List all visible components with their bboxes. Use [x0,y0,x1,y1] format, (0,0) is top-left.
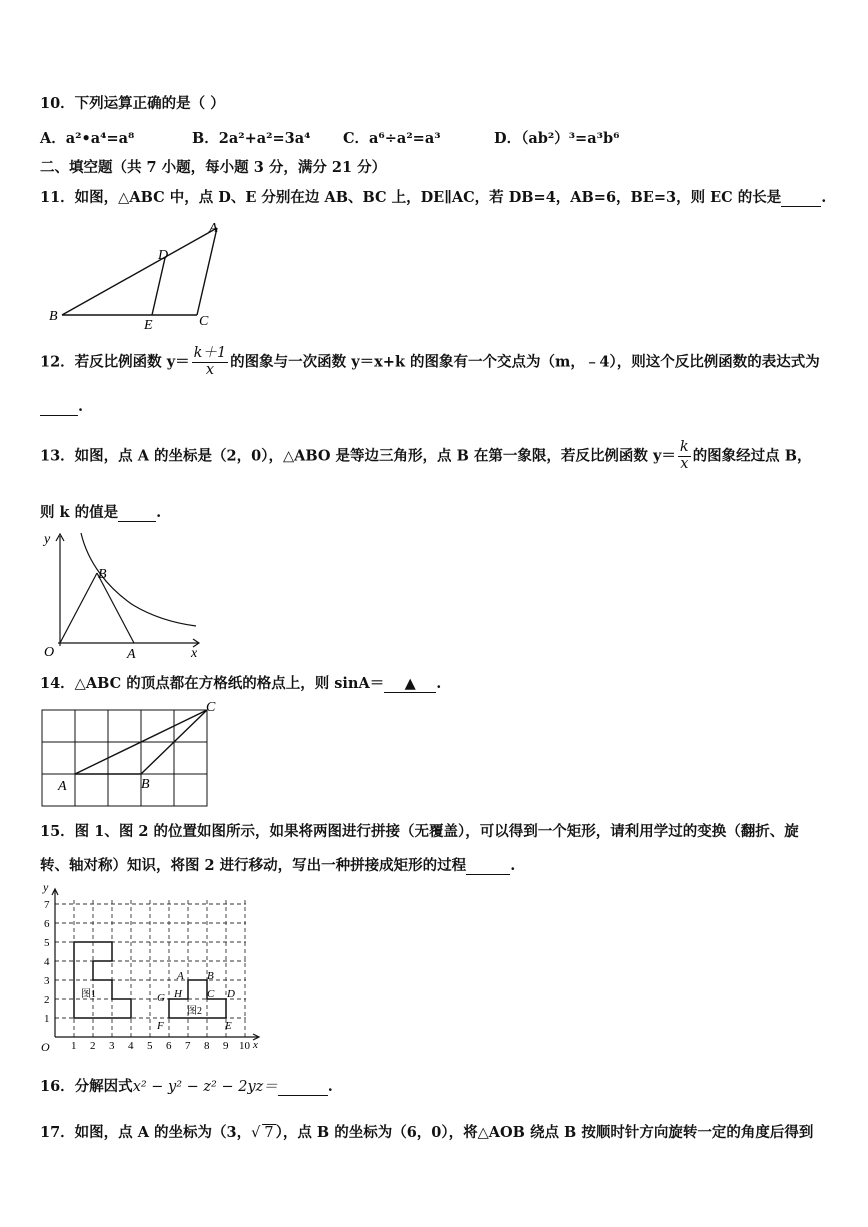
q12-end: . [78,398,84,415]
figure-1-shape [74,942,131,1018]
label-d: D [158,248,169,263]
q10-option-c: C．a⁶÷a²=a³ [343,130,441,147]
q15-end: . [510,857,516,874]
svg-text:3: 3 [109,1040,115,1052]
point-label-b: B [98,567,107,582]
label-a: A [209,221,218,236]
svg-text:B: B [207,970,214,982]
q11-stem [40,186,826,207]
q15-line1: 15．图 1、图 2 的位置如图所示，如果将两图进行拼接（无覆盖），可以得到一个矩形，请利用学过的变换（翻折、旋 [40,823,799,840]
svg-text:G: G [157,992,165,1004]
label-b: B [141,777,150,792]
grid-lines [42,710,207,806]
point-label-a: A [127,647,136,660]
svg-text:D: D [227,988,235,1000]
dashed-grid [55,900,246,1037]
q14-answer-blank[interactable] [384,675,436,693]
label-e: E [144,318,153,333]
q13-end: . [156,504,162,521]
q17-pre: 17．如图，点 A 的坐标为（3， [40,1124,252,1141]
figure-2-label: 图2 [187,1006,202,1017]
svg-text:8: 8 [204,1040,210,1052]
svg-text:4: 4 [44,956,50,968]
q15-answer-blank[interactable] [466,857,510,875]
q12-post: 的图象与一次函数 y＝x+k 的图象有一个交点为（m，﹣4），则这个反比例函数的表达式为 [230,353,820,371]
svg-text:7: 7 [44,899,50,911]
q12-blank-line [40,398,83,416]
q15-line2-text: 转、轴对称）知识，将图 2 进行移动，写出一种拼接成矩形的过程 [40,857,467,874]
q17-stem: 17．如图，点 A 的坐标为（3，√ 7 ），点 B 的坐标为（6，0），将△AOB 绕点 B 按顺时针方向旋转一定的角度后得到 [40,1124,814,1141]
q13-frac-num: k [679,439,689,455]
q14-grid-figure [38,700,223,812]
q14-end: . [436,675,442,692]
y-axis-label: y [43,880,49,894]
svg-text:5: 5 [44,937,50,949]
q13-frac-den: x [680,455,689,472]
svg-text:3: 3 [44,975,50,987]
origin-label: O [41,1040,50,1054]
segment-de [152,258,165,315]
label-c: C [206,700,216,715]
q16-stem [40,1075,333,1096]
svg-text:5: 5 [147,1040,153,1052]
segment-ba [62,228,217,315]
segment-ob [60,573,97,643]
q16-pre: 16．分解因式 [40,1078,133,1095]
q17-post: ），点 B 的坐标为（6，0），将△AOB 绕点 B 按顺时针方向旋转一定的角度后得到 [275,1124,814,1141]
svg-text:A: A [177,970,184,982]
q12-pre: 12．若反比例函数 y＝ [40,353,190,371]
svg-text:9: 9 [223,1040,229,1052]
q16-answer-blank[interactable] [278,1078,328,1096]
q13-stem [40,440,812,473]
svg-text:6: 6 [44,918,50,930]
svg-text:6: 6 [166,1040,172,1052]
q13-pre: 13．如图，点 A 的坐标是（2，0），△ABO 是等边三角形，点 B 在第一象限，若反比例函数 y＝ [40,447,676,465]
svg-text:7: 7 [185,1040,191,1052]
q13-post: 的图象经过点 B， [692,447,812,465]
svg-text:2: 2 [90,1040,96,1052]
q13-answer-blank[interactable] [118,504,156,522]
y-tick-labels [44,899,50,1025]
svg-text:1: 1 [71,1040,77,1052]
q10-option-a: A．a²•a⁴=a⁸ [40,130,135,147]
svg-text:H: H [174,988,182,1000]
origin-label: O [44,645,55,660]
x-axis-label: x [253,1039,258,1051]
label-a: A [58,779,67,794]
q14-text: 14．△ABC 的顶点都在方格纸的格点上，则 sinA＝ [40,675,385,692]
q16-end: . [327,1078,333,1095]
q15-grid-figure [36,880,266,1055]
svg-text:C: C [207,988,215,1000]
q12-stem [40,346,820,379]
svg-text:1: 1 [44,1013,50,1025]
figure-1-label: 图1 [81,989,96,1000]
svg-text:2: 2 [44,994,50,1006]
q13-fraction [678,440,691,473]
label-c: C [199,314,209,329]
q12-frac-num: k＋1 [193,345,227,361]
axis-label-x: x [191,646,198,660]
q11-text: 11．如图，△ABC 中，点 D、E 分别在边 AB、BC 上，DE∥AC，若 DB=4，AB=6，BE=3，则 EC 的长是 [40,189,782,206]
label-b: B [49,309,58,324]
q10-option-b: B．2a²+a²=3a⁴ [192,130,311,147]
q12-frac-den: x [205,361,214,378]
q11-triangle-figure [40,215,240,335]
q17-sqrt: 7 [264,1125,274,1141]
svg-text:10: 10 [239,1040,250,1052]
q10-option-d: D．（ab²）³=a³b⁶ [494,130,620,147]
x-tick-labels [71,1040,251,1052]
svg-text:E: E [225,1020,232,1032]
segment-ba [97,573,134,643]
section-heading: 二、填空题（共 7 小题，每小题 3 分，满分 21 分） [40,159,387,176]
q14-answer-mark: ▲ [404,675,416,692]
q15-line2 [40,854,515,875]
q14-stem [40,672,441,693]
axis-label-y: y [44,532,51,547]
q13-line2 [40,501,161,522]
q13-line2-text: 则 k 的值是 [40,504,119,521]
q12-fraction [192,346,229,379]
svg-text:F: F [157,1020,164,1032]
q13-graph-figure [38,528,208,660]
segment-ac [197,228,217,315]
q12-answer-blank[interactable] [40,398,78,416]
q10-stem: 10．下列运算正确的是（ ） [40,95,225,112]
q11-end: . [821,189,827,206]
q11-answer-blank[interactable] [781,189,821,207]
svg-text:4: 4 [128,1040,134,1052]
q16-expression: x² − y² − z² − 2yz＝ [132,1079,278,1095]
